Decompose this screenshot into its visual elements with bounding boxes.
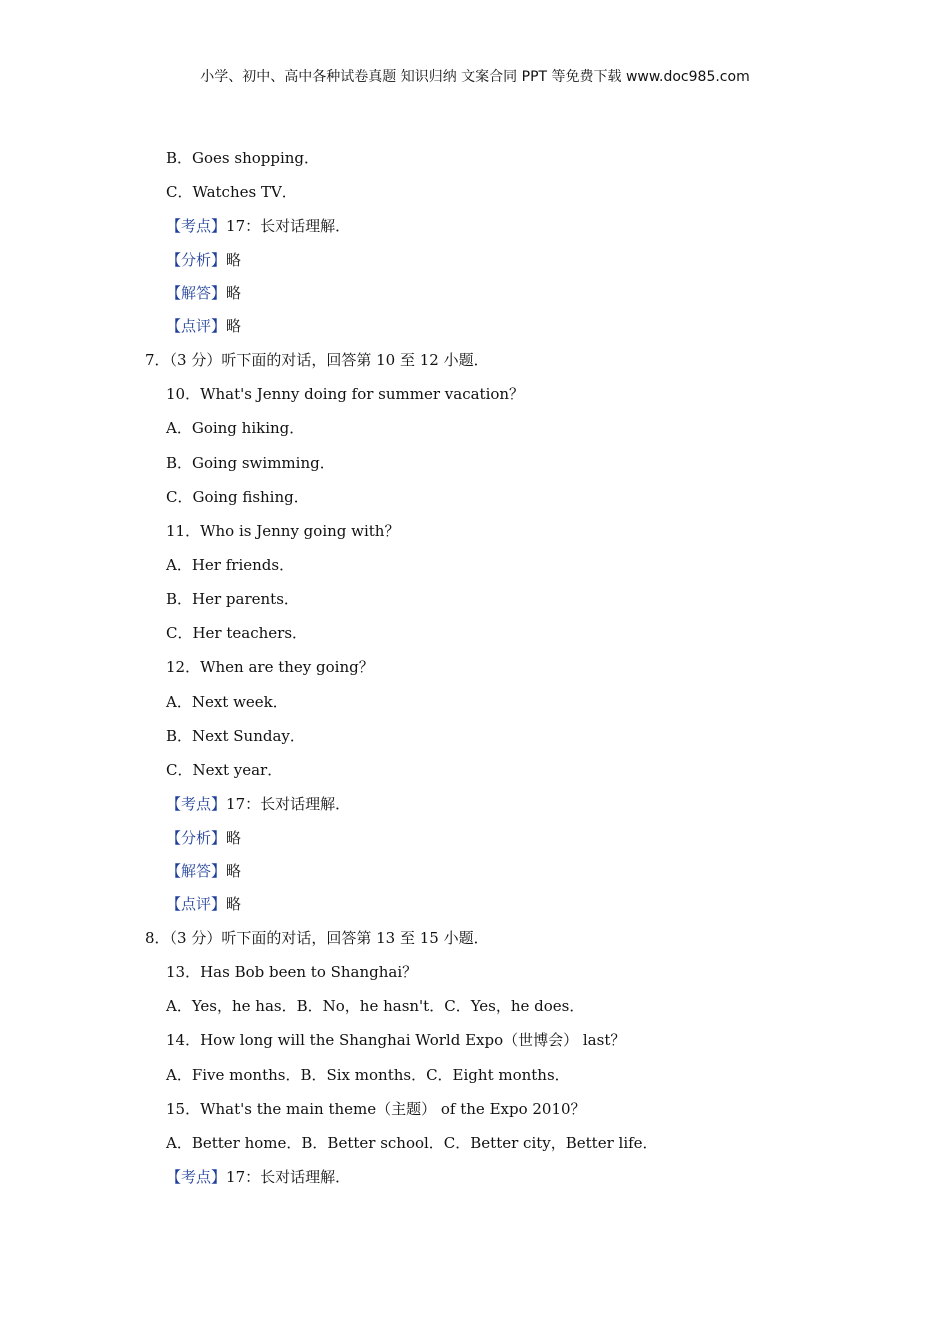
kaodian-tag: 考点: [181, 1168, 212, 1186]
question-12: 12．When are they going？: [166, 658, 374, 676]
jieda-line: 【解答】略: [166, 862, 242, 880]
fenxi-line: 【分析】略: [166, 829, 242, 847]
question-10: 10．What's Jenny doing for summer vacation？: [166, 385, 525, 403]
question-7: 7．（3 分）听下面的对话，回答第 10 至 12 小题．: [145, 351, 489, 369]
dianping-value: 略: [226, 895, 242, 913]
option-10b: B．Going swimming．: [166, 454, 335, 472]
fenxi-tag: 分析: [181, 251, 212, 269]
dianping-line: 【点评】略: [166, 895, 242, 913]
question-13: 13．Has Bob been to Shanghai？: [166, 963, 418, 981]
dianping-tag: 点评: [181, 895, 212, 913]
option-12c: C．Next year．: [166, 761, 283, 779]
jieda-value: 略: [226, 284, 242, 302]
option-11c: C．Her teachers．: [166, 624, 308, 642]
fenxi-tag: 分析: [181, 829, 212, 847]
fenxi-value: 略: [226, 829, 242, 847]
fenxi-line: 【分析】略: [166, 251, 242, 269]
kaodian-value: 17：长对话理解．: [226, 795, 351, 813]
option-10a: A．Going hiking．: [166, 419, 305, 437]
question-14: 14．How long will the Shanghai World Expo（世博会） last？: [166, 1031, 626, 1049]
option-12b: B．Next Sunday．: [166, 727, 305, 745]
kaodian-tag: 考点: [181, 795, 212, 813]
option-11b: B．Her parents．: [166, 590, 299, 608]
kaodian-line: 【考点】17：长对话理解．: [166, 217, 351, 235]
option-12a: A．Next week．: [166, 693, 288, 711]
question-8: 8．（3 分）听下面的对话，回答第 13 至 15 小题．: [145, 929, 489, 947]
jieda-line: 【解答】略: [166, 284, 242, 302]
dianping-tag: 点评: [181, 317, 212, 335]
kaodian-line: 【考点】17：长对话理解．: [166, 1168, 351, 1186]
dianping-line: 【点评】略: [166, 317, 242, 335]
option-11a: A．Her friends．: [166, 556, 295, 574]
kaodian-line: 【考点】17：长对话理解．: [166, 795, 351, 813]
kaodian-value: 17：长对话理解．: [226, 217, 351, 235]
jieda-tag: 解答: [181, 862, 212, 880]
question-11: 11．Who is Jenny going with？: [166, 522, 400, 540]
options-15: A．Better home．B．Better school．C．Better city，Better life．: [166, 1134, 658, 1152]
page-header: 小学、初中、高中各种试卷真题 知识归纳 文案合同 PPT 等免费下载 www.doc985.com: [200, 69, 750, 85]
option-b: B．Goes shopping．: [166, 149, 320, 167]
option-10c: C．Going fishing．: [166, 488, 309, 506]
jieda-value: 略: [226, 862, 242, 880]
options-13: A．Yes，he has．B．No，he hasn't．C．Yes，he does．: [166, 997, 585, 1015]
jieda-tag: 解答: [181, 284, 212, 302]
options-14: A．Five months．B．Six months．C．Eight months．: [166, 1066, 570, 1084]
kaodian-value: 17：长对话理解．: [226, 1168, 351, 1186]
kaodian-tag: 考点: [181, 217, 212, 235]
dianping-value: 略: [226, 317, 242, 335]
fenxi-value: 略: [226, 251, 242, 269]
question-15: 15．What's the main theme（主题） of the Expo 2010？: [166, 1100, 586, 1118]
option-c: C．Watches TV．: [166, 183, 297, 201]
